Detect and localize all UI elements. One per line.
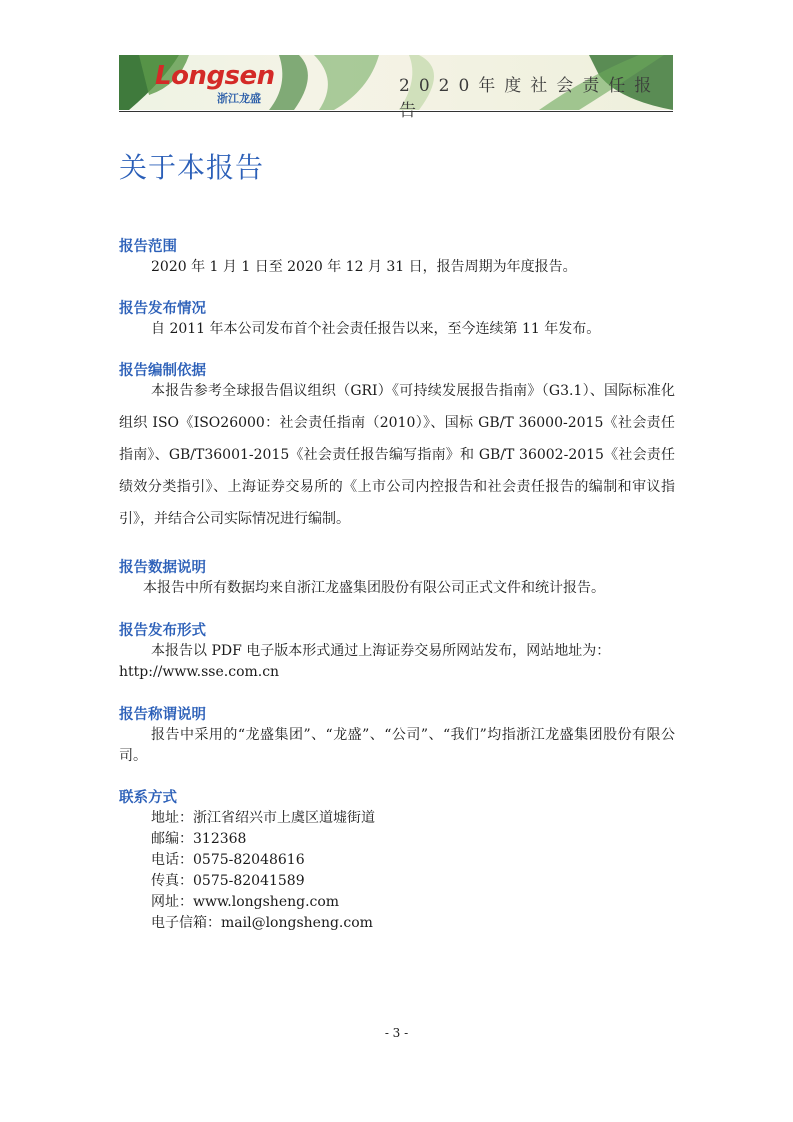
section-text: 自 2011 年本公司发布首个社会责任报告以来，至今连续第 11 年发布。: [151, 321, 601, 337]
page-number: - 3 -: [384, 1026, 409, 1040]
section-text: 本报告参考全球报告倡议组织（GRI）《可持续发展报告指南》（G3.1）、国际标准化组织 ISO《ISO26000：社会责任指南（2010）》、国标 GB/T 36000-2015《社会责任指南》、GB/T36001-2015《社会责任报告编写指南》和 GB/T 36002-2015《社会责任绩效分类指引》、上海证券交易所的《上市公司内控报告和社会责任报告的编制和审议指引》，并结合公司实际情况进行编制。: [119, 383, 675, 527]
contact-address: 地址：浙江省绍兴市上虞区道墟街道: [151, 810, 375, 826]
section-terms: [119, 705, 675, 767]
section-basis: [119, 361, 675, 535]
section-text: 本报告以 PDF 电子版本形式通过上海证券交易所网站发布，网站地址为：: [151, 643, 611, 659]
sse-url-link[interactable]: http://www.sse.com.cn: [119, 664, 280, 680]
section-release: [119, 299, 675, 340]
section-text: 本报告中所有数据均来自浙江龙盛集团股份有限公司正式文件和统计报告。: [143, 580, 605, 596]
contact-email[interactable]: 电子信箱：mail@longsheng.com: [151, 915, 373, 931]
section-heading: 报告发布形式: [119, 623, 206, 639]
section-text: 报告中采用的“龙盛集团”、“龙盛”、“公司”、“我们”均指浙江龙盛集团股份有限公司。: [119, 727, 675, 764]
section-data: [119, 558, 675, 599]
section-heading: 报告发布情况: [119, 301, 206, 317]
section-heading: 报告范围: [119, 239, 177, 255]
contact-postcode: 邮编：312368: [151, 831, 247, 847]
section-scope: [119, 237, 675, 278]
contact-phone: 电话：0575-82048616: [151, 852, 305, 868]
section-heading: 联系方式: [119, 790, 177, 806]
report-title: 2020年度社会责任报告: [399, 76, 661, 121]
header-banner: [119, 55, 673, 121]
logo: Longsen: [155, 61, 275, 91]
header-rule: [119, 111, 673, 112]
section-heading: 报告称谓说明: [119, 707, 206, 723]
contact-website[interactable]: 网址：www.longsheng.com: [151, 894, 340, 910]
section-text: 2020 年 1 月 1 日至 2020 年 12 月 31 日，报告周期为年度报告。: [151, 259, 577, 275]
section-contact: [119, 788, 675, 934]
section-heading: 报告数据说明: [119, 560, 206, 576]
logo-subtitle: 浙江龙盛: [217, 92, 261, 105]
page-title: 关于本报告: [119, 151, 265, 184]
section-heading: 报告编制依据: [119, 363, 206, 379]
contact-fax: 传真：0575-82041589: [151, 873, 305, 889]
section-format: [119, 621, 675, 683]
